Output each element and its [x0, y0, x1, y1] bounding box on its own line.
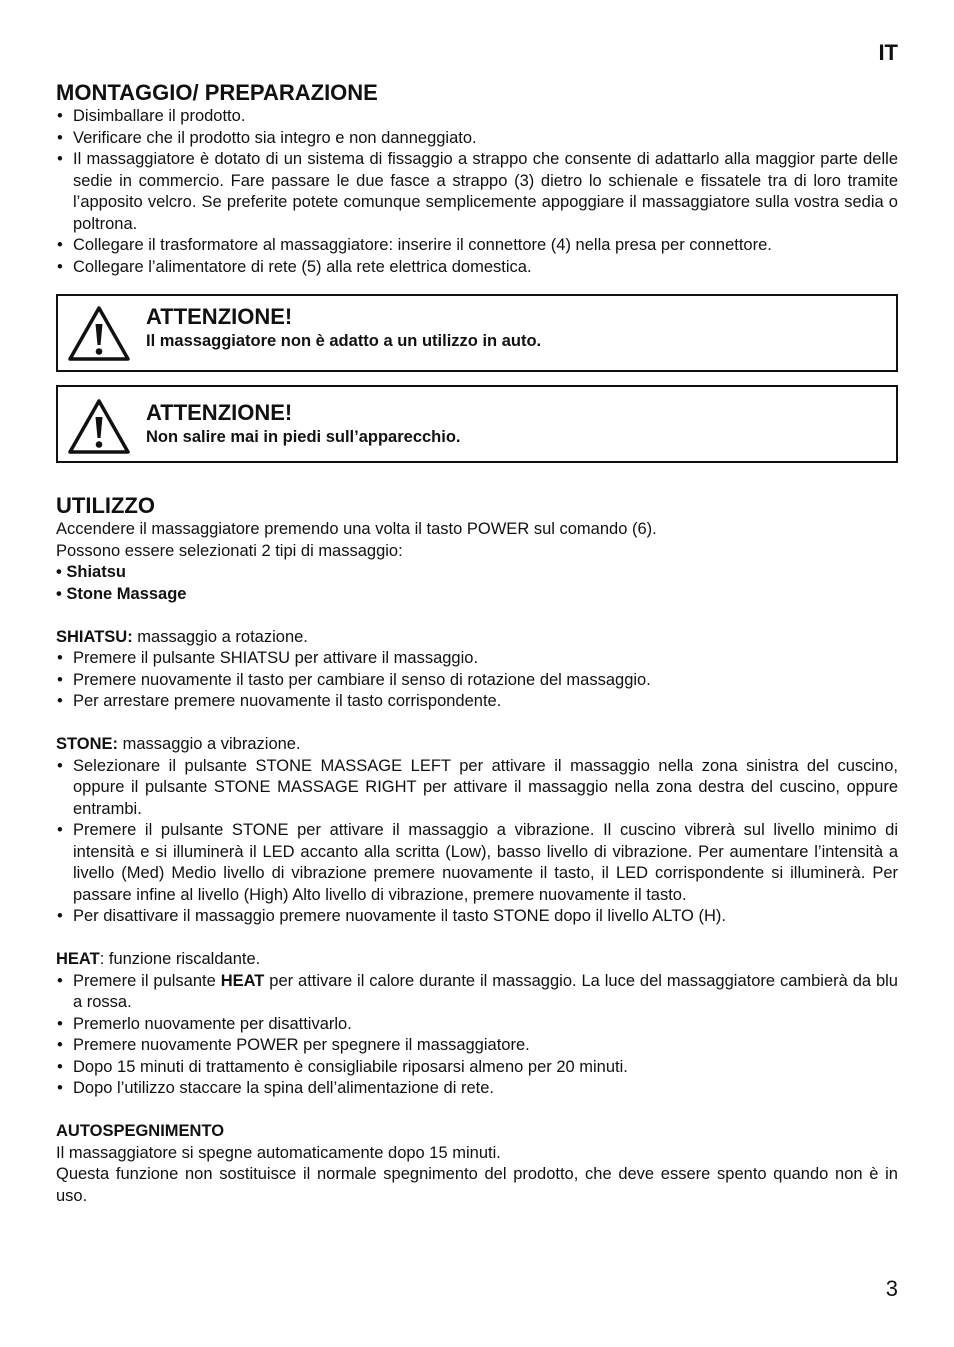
section-title-montaggio: MONTAGGIO/ PREPARAZIONE	[56, 80, 378, 105]
list-item: • Dopo l’utilizzo staccare la spina dell’alimentazione di rete.	[56, 1078, 898, 1100]
shiatsu-heading	[56, 627, 898, 649]
autospegnimento-text: Il massaggiatore si spegne automaticamente dopo 15 minuti.	[56, 1143, 501, 1162]
shiatsu-list	[56, 648, 898, 713]
utilizzo-intro: Possono essere selezionati 2 tipi di massaggio:	[56, 541, 403, 560]
list-item: • Premere nuovamente il tasto per cambiare il senso di rotazione del massaggio.	[56, 670, 898, 692]
list-item: • Premere nuovamente POWER per spegnere il massaggiatore.	[56, 1035, 898, 1057]
warning-box-standing	[56, 385, 898, 463]
warning-text: Il massaggiatore non è adatto a un utilizzo in auto.	[146, 332, 542, 350]
heat-item-text: Premere il pulsante	[73, 971, 221, 990]
heat-heading	[56, 949, 898, 971]
list-item: • Selezionare il pulsante STONE MASSAGE LEFT per attivare il massaggio nella zona sinistra del cuscino, oppure il pulsante STONE MASSAGE RIGHT per attivare il massaggio nella zona destra del cuscino, oppure entrambi.	[56, 756, 898, 821]
list-item: • Per arrestare premere nuovamente il tasto corrispondente.	[56, 691, 898, 713]
montaggio-list	[56, 106, 898, 278]
warning-title: ATTENZIONE!	[146, 304, 293, 329]
autospegnimento-text: Questa funzione non sostituisce il normale spegnimento del prodotto, che deve essere spento quando non è in uso.	[56, 1165, 898, 1205]
list-item: • Verificare che il prodotto sia integro e non danneggiato.	[56, 128, 898, 150]
massage-type: • Shiatsu	[56, 563, 126, 581]
warning-title: ATTENZIONE!	[146, 400, 293, 425]
warning-text: Non salire mai in piedi sull’apparecchio.	[146, 428, 461, 446]
list-item: • Disimballare il prodotto.	[56, 106, 898, 128]
heat-desc: : funzione riscaldante.	[99, 950, 261, 968]
warning-triangle-icon	[67, 397, 131, 455]
warning-box-car	[56, 294, 898, 372]
stone-label: STONE:	[56, 735, 119, 753]
page-number: 3	[885, 1276, 898, 1301]
list-item: • Premere il pulsante STONE per attivare il massaggio a vibrazione. Il cuscino vibrerà sul livello minimo di intensità e si illuminerà il LED accanto alla scritta (Low), basso livello di vibrazione. Per aumentare l’intensità a livello (Med) Medio livello di vibrazione premere nuovamente il tasto, il LED corrispondente si illuminerà. Per passare infine al livello (High) Alto livello di vibrazione, premere nuovamente il tasto.	[56, 820, 898, 906]
list-item: • Premerlo nuovamente per disattivarlo.	[56, 1014, 898, 1036]
section-title-utilizzo: UTILIZZO	[56, 493, 155, 518]
list-item: • Collegare il trasformatore al massaggiatore: inserire il connettore (4) nella presa per connettore.	[56, 235, 898, 257]
list-item	[56, 971, 898, 1014]
heat-label: HEAT	[56, 950, 100, 968]
list-item: • Collegare l’alimentatore di rete (5) alla rete elettrica domestica.	[56, 257, 898, 279]
shiatsu-desc: massaggio a rotazione.	[132, 627, 308, 646]
stone-desc: massaggio a vibrazione.	[118, 735, 301, 753]
list-item: • Premere il pulsante SHIATSU per attivare il massaggio.	[56, 648, 898, 670]
list-item: • Dopo 15 minuti di trattamento è consigliabile riposarsi almeno per 20 minuti.	[56, 1057, 898, 1079]
stone-heading	[56, 734, 898, 756]
list-item: • Il massaggiatore è dotato di un sistema di fissaggio a strappo che consente di adattarlo alla maggior parte delle sedie in commercio. Fare passare le due fasce a strappo (3) dietro lo schienale e fissatele tra di loro tramite l’apposito velcro. Se preferite potete comunque semplicemente appoggiare il massaggiatore sulla vostra sedia o poltrona.	[56, 149, 898, 235]
heat-item-text: per attivare il calore durante il massaggio. La luce del massaggiatore cambierà da blu a rossa.	[73, 971, 898, 1011]
list-item: • Per disattivare il massaggio premere nuovamente il tasto STONE dopo il livello ALTO (H).	[56, 906, 898, 928]
utilizzo-intro: Accendere il massaggiatore premendo una volta il tasto POWER sul comando (6).	[56, 520, 657, 538]
language-tag: IT	[878, 40, 898, 65]
massage-type: • Stone Massage	[56, 584, 187, 603]
autospegnimento-heading: AUTOSPEGNIMENTO	[56, 1122, 225, 1140]
shiatsu-label: SHIATSU:	[56, 627, 133, 646]
heat-list	[56, 971, 898, 1100]
heat-item-bold: HEAT	[220, 971, 265, 990]
stone-list	[56, 756, 898, 928]
warning-triangle-icon	[67, 304, 131, 362]
